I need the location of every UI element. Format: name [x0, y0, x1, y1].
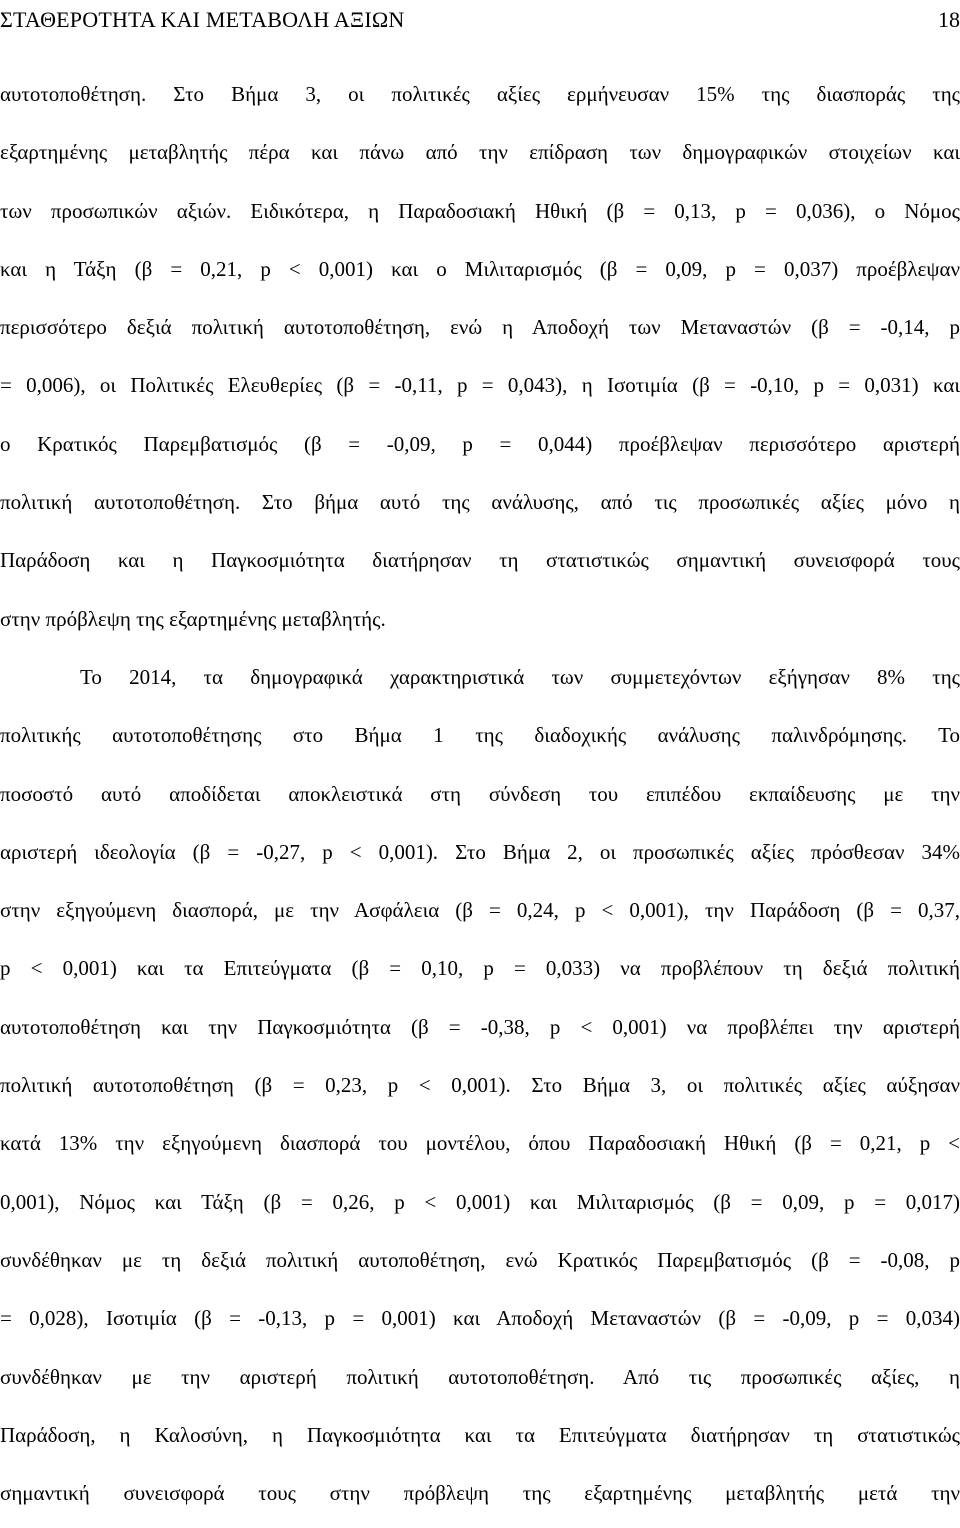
text-line: περισσότερο δεξιά πολιτική αυτοτοποθέτηση, ενώ η Αποδοχή των Μεταναστών (β = -0,14, p	[0, 315, 960, 340]
text-line: Παράδοση και η Παγκοσμιότητα διατήρησαν τη στατιστικώς σημαντική συνεισφορά τους	[0, 548, 960, 573]
text-line: σημαντική συνεισφορά τους στην πρόβλεψη της εξαρτημένης μεταβλητής μετά την	[0, 1481, 960, 1506]
text-line: = 0,028), Ισοτιμία (β = -0,13, p = 0,001) και Αποδοχή Μεταναστών (β = -0,09, p = 0,034)	[0, 1306, 960, 1331]
text-line: ποσοστό αυτό αποδίδεται αποκλειστικά στη σύνδεση του επιπέδου εκπαίδευσης με την	[0, 781, 960, 806]
text-line: συνδέθηκαν με τη δεξιά πολιτική αυτοποθέτηση, ενώ Κρατικός Παρεμβατισμός (β = -0,08, p	[0, 1247, 960, 1272]
text-line: ο Κρατικός Παρεμβατισμός (β = -0,09, p = 0,044) προέβλεψαν περισσότερο αριστερή	[0, 431, 960, 456]
text-line: Παράδοση, η Καλοσύνη, η Παγκοσμιότητα και τα Επιτεύγματα διατήρησαν τη στατιστικώς	[0, 1422, 960, 1447]
text-line: p < 0,001) και τα Επιτεύγματα (β = 0,10, p = 0,033) να προβλέπουν τη δεξιά πολιτική	[0, 956, 960, 981]
text-line: συνδέθηκαν με την αριστερή πολιτική αυτοτοποθέτηση. Από τις προσωπικές αξίες, η	[0, 1364, 960, 1389]
body-text	[0, 71, 960, 1528]
text-line: αυτοτοποθέτηση και την Παγκοσμιότητα (β = -0,38, p < 0,001) να προβλέπει την αριστερή	[0, 1014, 960, 1039]
text-line: αριστερή ιδεολογία (β = -0,27, p < 0,001). Στο Βήμα 2, οι προσωπικές αξίες πρόσθεσαν 34%	[0, 839, 960, 864]
text-line: πολιτικής αυτοτοποθέτησης στο Βήμα 1 της διαδοχικής ανάλυσης παλινδρόμησης. Το	[0, 723, 960, 748]
text-line: αυτοτοποθέτηση. Στο Βήμα 3, οι πολιτικές αξίες ερμήνευσαν 15% της διασποράς της	[0, 82, 960, 106]
text-line: = 0,006), οι Πολιτικές Ελευθερίες (β = -0,11, p = 0,043), η Ισοτιμία (β = -0,10, p = 0,031) και	[0, 373, 960, 398]
text-line: πολιτική αυτοτοποθέτηση. Στο βήμα αυτό της ανάλυσης, από τις προσωπικές αξίες μόνο η	[0, 490, 960, 515]
text-line: πολιτική αυτοτοποθέτηση (β = 0,23, p < 0,001). Στο Βήμα 3, οι πολιτικές αξίες αύξησαν	[0, 1073, 960, 1098]
running-title: ΣΤΑΘΕΡΟΤΗΤΑ ΚΑΙ ΜΕΤΑΒΟΛΗ ΑΞΙΩΝ	[0, 7, 405, 32]
text-line: των προσωπικών αξιών. Ειδικότερα, η Παραδοσιακή Ηθική (β = 0,13, p = 0,036), ο Νόμος	[0, 198, 960, 223]
text-line: εξαρτημένης μεταβλητής πέρα και πάνω από την επίδραση των δημογραφικών στοιχείων και	[0, 140, 960, 165]
page-header	[0, 2, 960, 38]
text-line: κατά 13% την εξηγούμενη διασπορά του μοντέλου, όπου Παραδοσιακή Ηθική (β = 0,21, p <	[0, 1131, 960, 1156]
page-number: 18	[938, 7, 960, 32]
paragraph-first-line: Το 2014, τα δημογραφικά χαρακτηριστικά των συμμετεχόντων εξήγησαν 8% της	[80, 664, 960, 689]
text-line: 0,001), Νόμος και Τάξη (β = 0,26, p < 0,001) και Μιλιταρισμός (β = 0,09, p = 0,017)	[0, 1189, 960, 1214]
text-line: στην πρόβλεψη της εξαρτημένης μεταβλητής.	[0, 606, 386, 631]
text-line: στην εξηγούμενη διασπορά, με την Ασφάλεια (β = 0,24, p < 0,001), την Παράδοση (β = 0,37,	[0, 898, 960, 923]
text-line: και η Τάξη (β = 0,21, p < 0,001) και ο Μιλιταρισμός (β = 0,09, p = 0,037) προέβλεψαν	[0, 256, 960, 281]
